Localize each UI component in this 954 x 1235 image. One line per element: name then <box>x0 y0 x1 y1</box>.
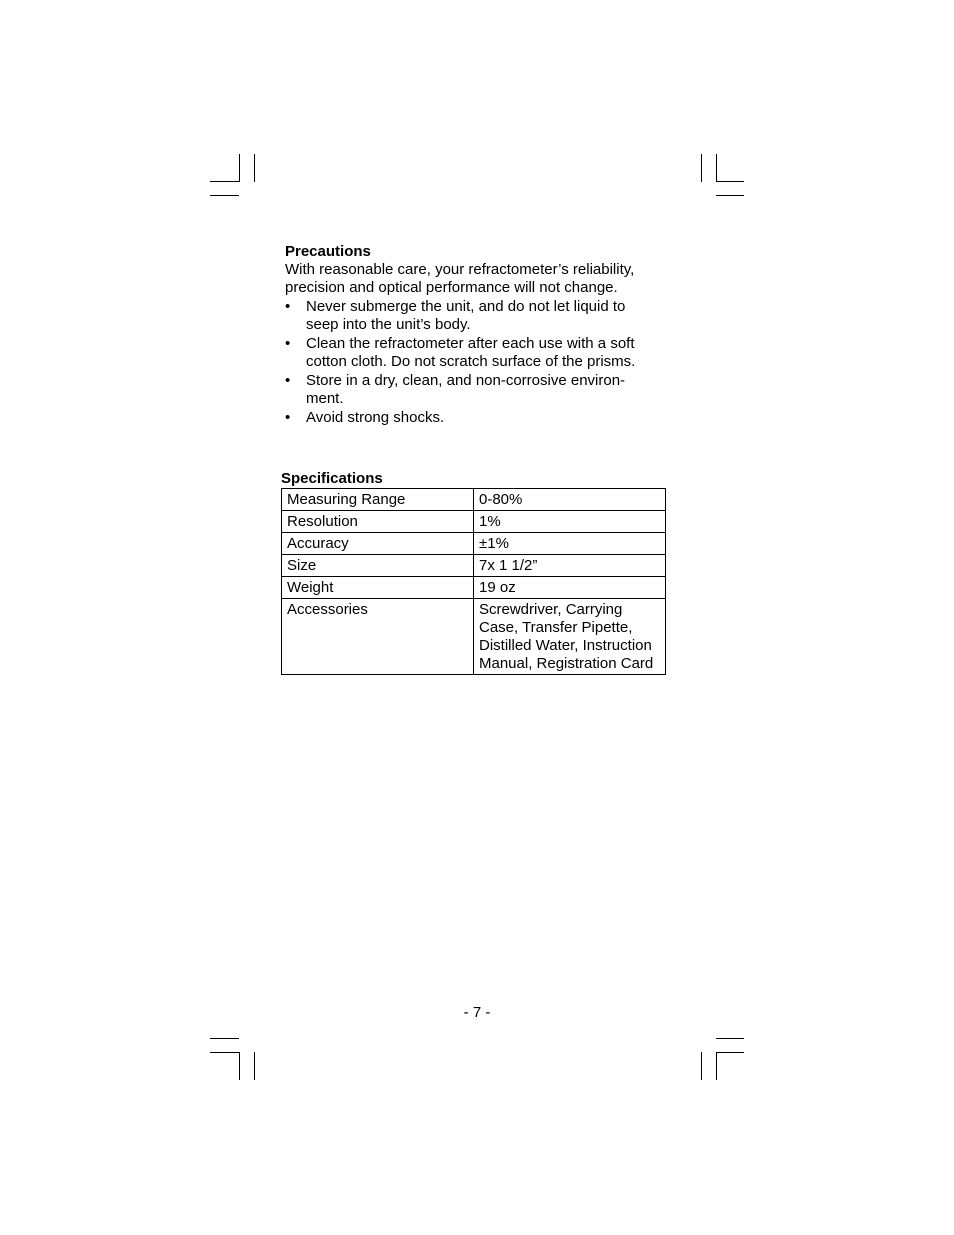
spec-value: 1% <box>474 511 666 533</box>
bullet-icon: • <box>285 298 291 315</box>
table-row <box>282 599 666 675</box>
specifications-table <box>281 488 666 675</box>
spec-value-line: Case, Transfer Pipette, <box>479 619 633 636</box>
precaution-item-text: cotton cloth. Do not scratch surface of the prisms. <box>306 353 636 370</box>
specifications-heading: Specifications <box>281 470 383 487</box>
precautions-intro-line: precision and optical performance will not change. <box>285 279 618 296</box>
precaution-item-text: Avoid strong shocks. <box>306 409 445 426</box>
crop-mark-top-left-v2 <box>254 154 255 182</box>
spec-value-line: Screwdriver, Carrying <box>479 601 623 618</box>
crop-mark-top-right-v1 <box>701 154 702 182</box>
precaution-item <box>285 409 665 427</box>
crop-mark-top-right-h2 <box>716 195 744 196</box>
precaution-item <box>285 298 665 334</box>
crop-mark-bottom-right-h1 <box>716 1038 744 1039</box>
precautions-section <box>285 243 665 428</box>
precaution-item <box>285 335 665 371</box>
crop-mark-bottom-left-h2 <box>210 1052 239 1053</box>
precautions-list <box>285 298 665 427</box>
spec-value: 7x 1 1/2” <box>474 555 666 577</box>
crop-mark-bottom-right-h2 <box>716 1052 744 1053</box>
table-row <box>282 555 666 577</box>
precautions-intro-line: With reasonable care, your refractometer’s reliability, <box>285 261 635 278</box>
spec-label: Accuracy <box>282 533 474 555</box>
precaution-item-text: Never submerge the unit, and do not let liquid to <box>306 298 626 315</box>
page-number: - 7 - <box>463 1004 491 1021</box>
spec-value: 19 oz <box>474 577 666 599</box>
precaution-item-text: ment. <box>306 390 344 407</box>
precaution-item-text: Store in a dry, clean, and non-corrosive environ- <box>306 372 626 389</box>
table-row <box>282 489 666 511</box>
spec-label: Resolution <box>282 511 474 533</box>
bullet-icon: • <box>285 409 291 426</box>
crop-mark-top-left-h2 <box>210 195 239 196</box>
spec-label: Accessories <box>282 599 474 675</box>
precaution-item-text: Clean the refractometer after each use with a soft <box>306 335 635 352</box>
crop-mark-bottom-right-v1 <box>701 1052 702 1080</box>
crop-mark-bottom-right-v2 <box>716 1052 717 1080</box>
spec-value: 0-80% <box>474 489 666 511</box>
spec-value-line: Manual, Registration Card <box>479 655 654 672</box>
crop-mark-top-left-v1 <box>239 154 240 182</box>
crop-mark-bottom-left-v1 <box>239 1052 240 1080</box>
specifications-section <box>281 470 666 675</box>
spec-label: Weight <box>282 577 474 599</box>
spec-value <box>474 599 666 675</box>
precaution-item <box>285 372 665 408</box>
bullet-icon: • <box>285 335 291 352</box>
bullet-icon: • <box>285 372 291 389</box>
spec-label: Size <box>282 555 474 577</box>
precaution-item-text: seep into the unit’s body. <box>306 316 471 333</box>
precautions-intro <box>285 261 665 297</box>
precautions-heading: Precautions <box>285 243 371 260</box>
crop-mark-top-right-h1 <box>716 181 744 182</box>
spec-value: ±1% <box>474 533 666 555</box>
spec-label: Measuring Range <box>282 489 474 511</box>
crop-mark-top-left-h1 <box>210 181 239 182</box>
table-row <box>282 533 666 555</box>
table-row <box>282 577 666 599</box>
crop-mark-top-right-v2 <box>716 154 717 182</box>
table-row <box>282 511 666 533</box>
crop-mark-bottom-left-h1 <box>210 1038 239 1039</box>
spec-value-line: Distilled Water, Instruction <box>479 637 652 654</box>
crop-mark-bottom-left-v2 <box>254 1052 255 1080</box>
